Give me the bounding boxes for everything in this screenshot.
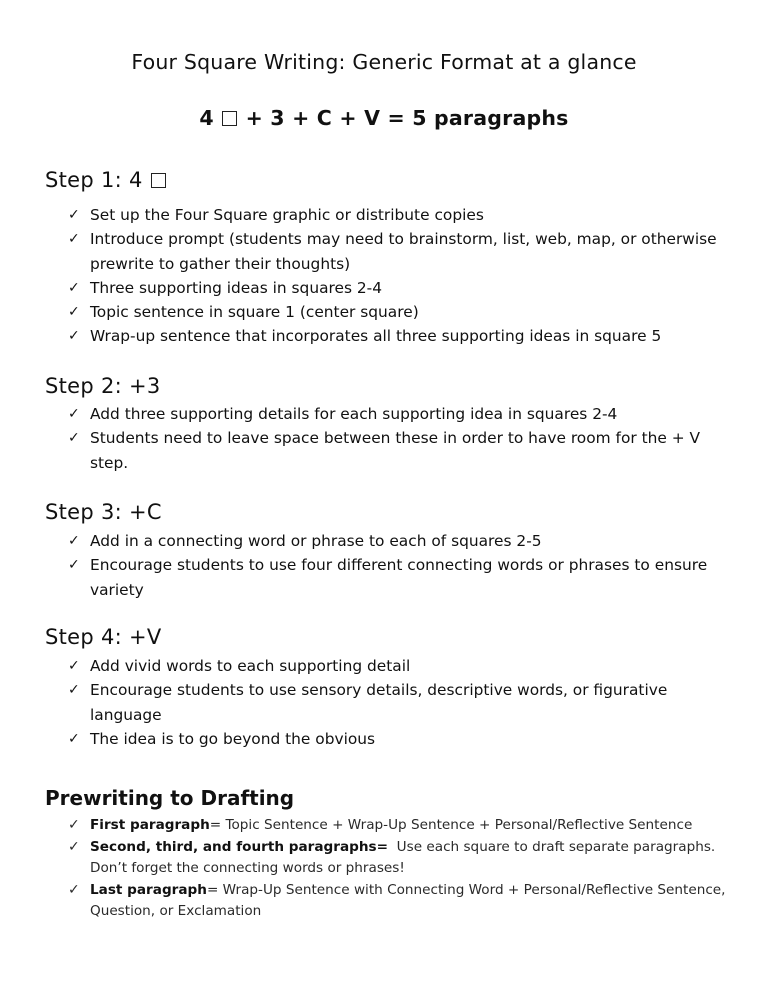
step-4-heading: Step 4: +V (45, 625, 162, 649)
step-1-heading: Step 1: 4 (45, 168, 167, 192)
list-item: ✓ Encourage students to use sensory details, descriptive words, or figurative language (68, 678, 728, 727)
list-item: ✓ Add vivid words to each supporting detail (68, 654, 728, 678)
check-icon: ✓ (68, 730, 80, 747)
check-icon: ✓ (68, 881, 80, 898)
check-icon: ✓ (68, 817, 80, 833)
square-icon (151, 173, 166, 188)
check-icon: ✓ (68, 207, 80, 223)
check-icon: ✓ (68, 231, 80, 248)
step-2-heading: Step 2: +3 (45, 374, 161, 398)
prewriting-heading: Prewriting to Drafting (45, 786, 295, 810)
check-icon: ✓ (68, 328, 80, 345)
check-icon: ✓ (68, 682, 80, 699)
list-item: ✓ The idea is to go beyond the obvious (68, 727, 728, 751)
step-1-list (68, 203, 728, 349)
check-icon: ✓ (68, 838, 80, 855)
formula-rest: + 3 + C + V = 5 paragraphs (245, 106, 569, 130)
list-item: ✓ Last paragraph= Wrap-Up Sentence with Connecting Word + Personal/Reflective Sentence, Question, or Exclamation (68, 881, 730, 919)
list-item: ✓ First paragraph= Topic Sentence + Wrap-Up Sentence + Personal/Reflective Sentence (68, 815, 728, 837)
check-icon: ✓ (68, 279, 80, 296)
list-item: ✓ Three supporting ideas in squares 2-4 (68, 276, 728, 300)
step-4-list (68, 654, 728, 751)
list-item: ✓ Encourage students to use four different connecting words or phrases to ensure variety (68, 553, 728, 602)
list-item: ✓ Introduce prompt (students may need to brainstorm, list, web, map, or otherwise prewrite to gather their thoughts) (68, 227, 728, 276)
check-icon: ✓ (68, 533, 80, 549)
list-item: ✓ Students need to leave space between these in order to have room for the + V step. (68, 426, 728, 475)
check-icon: ✓ (68, 557, 80, 574)
check-icon: ✓ (68, 304, 80, 321)
formula-prefix: 4 (199, 106, 214, 130)
list-item: ✓ Topic sentence in square 1 (center square) (68, 300, 728, 324)
step-3-list (68, 529, 728, 602)
formula-line (0, 106, 768, 130)
list-item: ✓ Second, third, and fourth paragraphs= Use each square to draft separate paragraphs. Don’t forget the connecting words or phrases! (68, 838, 720, 876)
step-3-heading: Step 3: +C (45, 500, 162, 524)
list-item: ✓ Set up the Four Square graphic or distribute copies (68, 203, 728, 227)
square-icon (222, 111, 237, 126)
check-icon: ✓ (68, 430, 80, 447)
list-item: ✓ Add three supporting details for each supporting idea in squares 2-4 (68, 402, 728, 426)
check-icon: ✓ (68, 406, 80, 422)
step-2-list (68, 402, 728, 475)
page-title: Four Square Writing: Generic Format at a glance (131, 50, 637, 74)
list-item: ✓ Wrap-up sentence that incorporates all three supporting ideas in square 5 (68, 324, 728, 348)
check-icon: ✓ (68, 658, 80, 674)
list-item: ✓ Add in a connecting word or phrase to each of squares 2-5 (68, 529, 728, 553)
prewriting-list (68, 815, 728, 923)
